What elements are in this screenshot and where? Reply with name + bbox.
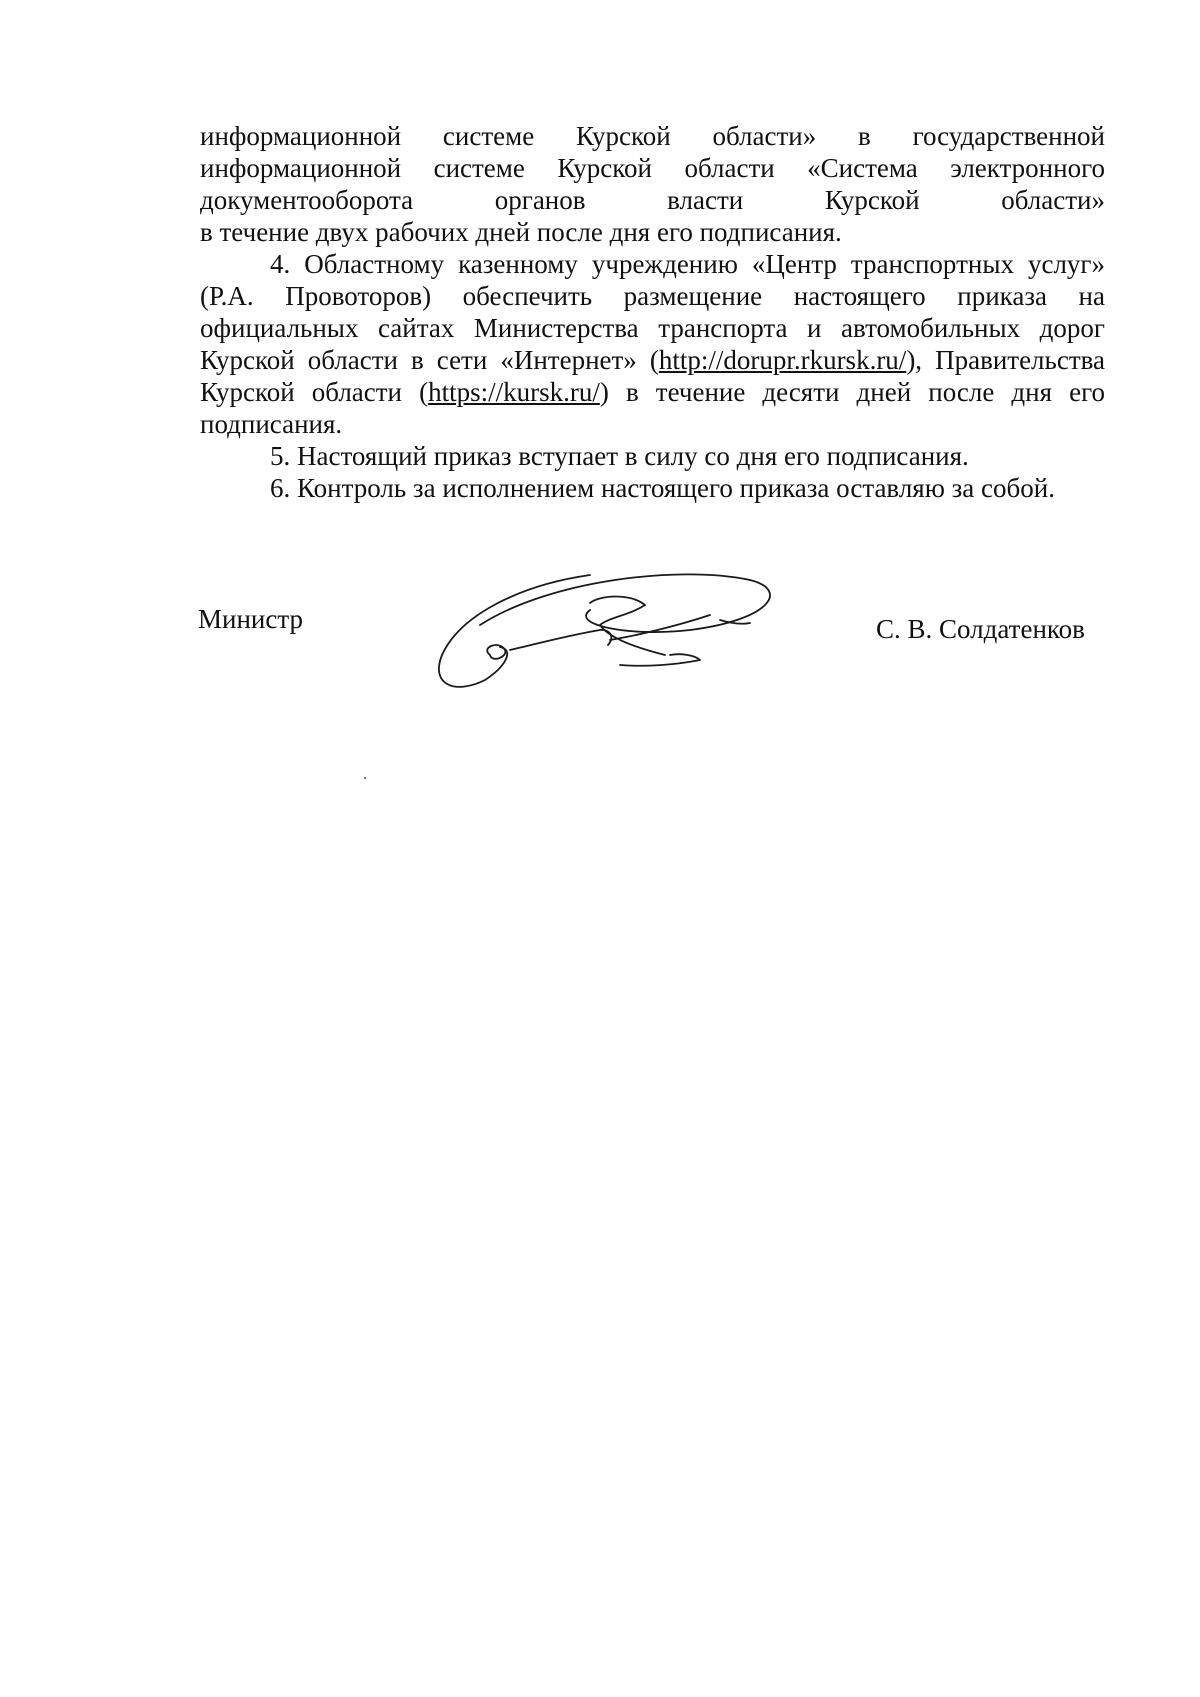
item-4-text-3: ) в течение десяти дней после дня его подписания. [200,377,1106,439]
handwritten-signature [430,555,790,705]
signer-name: С. В. Солдатенков [876,614,1085,644]
kursk-link[interactable]: https://kursk.ru/ [428,377,600,407]
item-4-text-2: ), Правительства Курской области ( [200,345,1105,407]
position-title: Министр [198,604,303,634]
paragraph-continuation-end: в течение двух рабочих дней после дня его подписания. [200,217,842,247]
scan-speck [364,777,366,779]
dorupr-link[interactable]: http://dorupr.rkursk.ru/ [658,345,907,375]
paragraph-continuation: информационной системе Курской области» в государственной информационной системе Курской области «Система электронного документооборота органов власти Курской области» [200,121,1105,215]
item-6: 6. Контроль за исполнением настоящего приказа оставляю за собой. [270,473,1055,503]
item-4 [200,248,1105,440]
document-body [200,120,1105,504]
item-5: 5. Настоящий приказ вступает в силу со дня его подписания. [270,441,969,471]
item-4-text-1: 4. Областному казенному учреждению «Центр транспортных услуг» (Р.А. Провоторов) обеспечить размещение настоящего приказа на официальных сайтах Министерства транспорта и автомобильных дорог Курской области в сети «Интернет» ( [200,249,1105,375]
